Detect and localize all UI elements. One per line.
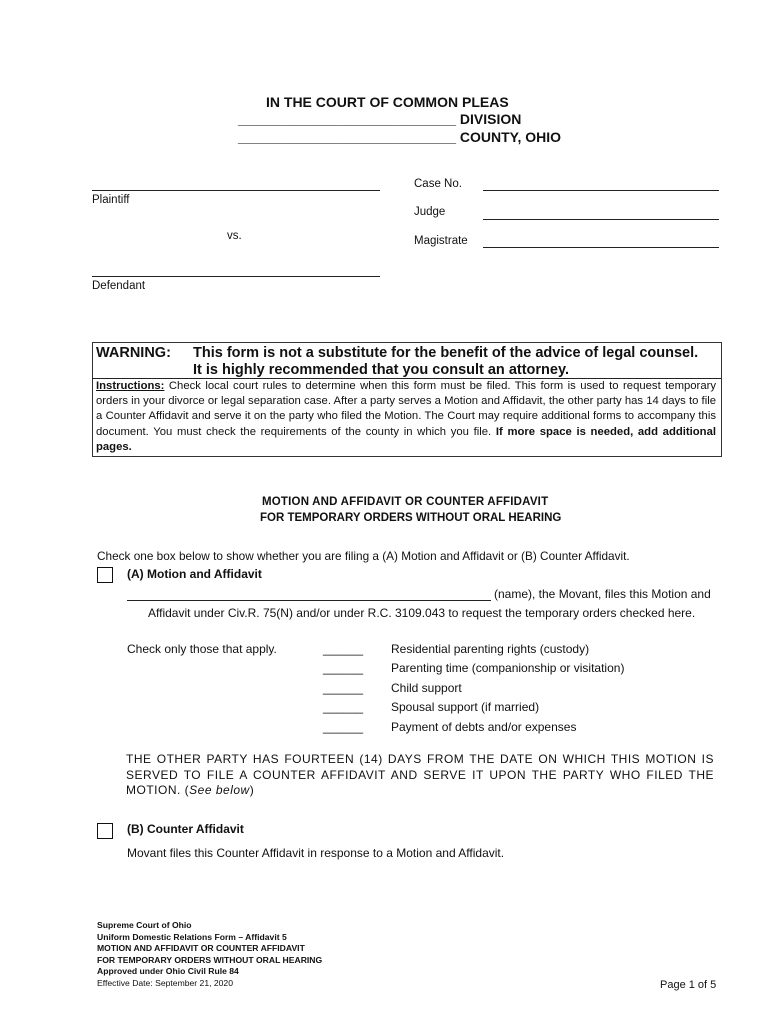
option-blank-1[interactable]: ______	[323, 642, 364, 656]
option-spousal-support: Spousal support (if married)	[391, 700, 540, 714]
notice-end: )	[249, 783, 255, 797]
court-title: IN THE COURT OF COMMON PLEAS	[266, 94, 509, 110]
movant-name-field[interactable]	[127, 600, 491, 601]
notice-text: THE OTHER PARTY HAS FOURTEEN (14) DAYS FROM THE DATE ON WHICH THIS MOTION IS SERVED TO FILE A COUNTER AFFIDAVIT AND SERVE IT UPON THE PARTY WHO FILED THE MOTION. (	[126, 752, 714, 797]
counter-affidavit-text: Movant files this Counter Affidavit in response to a Motion and Affidavit.	[127, 846, 505, 860]
warning-text-2: It is highly recommended that you consult an attorney.	[193, 362, 569, 378]
form-title-2: FOR TEMPORARY ORDERS WITHOUT ORAL HEARING	[260, 512, 562, 524]
footer-line-3: MOTION AND AFFIDAVIT OR COUNTER AFFIDAVIT	[97, 943, 305, 954]
judge-field[interactable]	[483, 219, 719, 220]
magistrate-field[interactable]	[483, 247, 719, 248]
counter-affidavit-checkbox[interactable]	[97, 823, 113, 839]
warning-label: WARNING:	[96, 345, 171, 361]
motion-basis-text: Affidavit under Civ.R. 75(N) and/or under R.C. 3109.043 to request the temporary orders checked here.	[148, 606, 696, 620]
fourteen-day-notice	[126, 752, 714, 799]
movant-name-suffix: (name), the Movant, files this Motion and	[494, 587, 711, 601]
vs-label: vs.	[227, 230, 242, 242]
counter-affidavit-label: (B) Counter Affidavit	[127, 822, 244, 836]
footer-line-2: Uniform Domestic Relations Form – Affidavit 5	[97, 931, 287, 942]
option-child-support: Child support	[391, 681, 462, 695]
page-number: Page 1 of 5	[660, 979, 717, 991]
plaintiff-line[interactable]	[92, 190, 380, 191]
county-blank[interactable]: ____________________________	[238, 129, 457, 145]
instructions-text	[96, 379, 716, 455]
county-label: COUNTY, OHIO	[459, 129, 562, 145]
motion-affidavit-checkbox[interactable]	[97, 567, 113, 583]
option-blank-2[interactable]: ______	[323, 661, 364, 675]
county-line	[238, 129, 561, 145]
magistrate-label: Magistrate	[414, 235, 468, 247]
division-line	[238, 111, 521, 127]
option-parenting-time: Parenting time (companionship or visitation)	[391, 661, 625, 675]
form-title-1: MOTION AND AFFIDAVIT OR COUNTER AFFIDAVIT	[262, 496, 549, 508]
warning-text-1: This form is not a substitute for the benefit of the advice of legal counsel.	[193, 345, 699, 361]
footer-effective-date: Effective Date: September 21, 2020	[97, 977, 233, 988]
footer-line-5: Approved under Ohio Civil Rule 84	[97, 966, 239, 977]
option-blank-4[interactable]: ______	[323, 700, 364, 714]
instructions-label: Instructions:	[96, 380, 165, 392]
option-residential-parenting: Residential parenting rights (custody)	[391, 642, 590, 656]
motion-affidavit-label: (A) Motion and Affidavit	[127, 567, 262, 581]
see-below-text: See below	[189, 783, 250, 797]
division-label: DIVISION	[459, 111, 522, 127]
footer-line-4: FOR TEMPORARY ORDERS WITHOUT ORAL HEARING	[97, 954, 323, 965]
check-one-instructions: Check one box below to show whether you are filing a (A) Motion and Affidavit or (B) Counter Affidavit.	[97, 549, 630, 563]
judge-label: Judge	[414, 206, 446, 218]
case-no-field[interactable]	[483, 190, 719, 191]
defendant-label: Defendant	[92, 280, 146, 292]
option-payment-of-debts: Payment of debts and/or expenses	[391, 720, 577, 734]
option-blank-3[interactable]: ______	[323, 681, 364, 695]
defendant-line[interactable]	[92, 276, 380, 277]
plaintiff-label: Plaintiff	[92, 194, 130, 206]
instructions-bold-end: If more space is needed, add additional pages.	[96, 425, 717, 453]
check-only-label: Check only those that apply.	[127, 642, 277, 656]
division-blank[interactable]: ____________________________	[238, 111, 457, 127]
option-blank-5[interactable]: ______	[323, 720, 364, 734]
instructions-body: Check local court rules to determine when this form must be filed. This form is used to request temporary orders in your divorce or legal separation case. After a party serves a Motion and Affidavit, the other party has 14 days to file a Counter Affidavit and serve it on the party who filed the Motion. The Court may require additional forms to accompany this document. You must check the requirements of the county in which you file.	[96, 380, 717, 438]
form-footer	[97, 920, 322, 990]
case-no-label: Case No.	[414, 178, 462, 190]
footer-line-1: Supreme Court of Ohio	[97, 920, 192, 930]
